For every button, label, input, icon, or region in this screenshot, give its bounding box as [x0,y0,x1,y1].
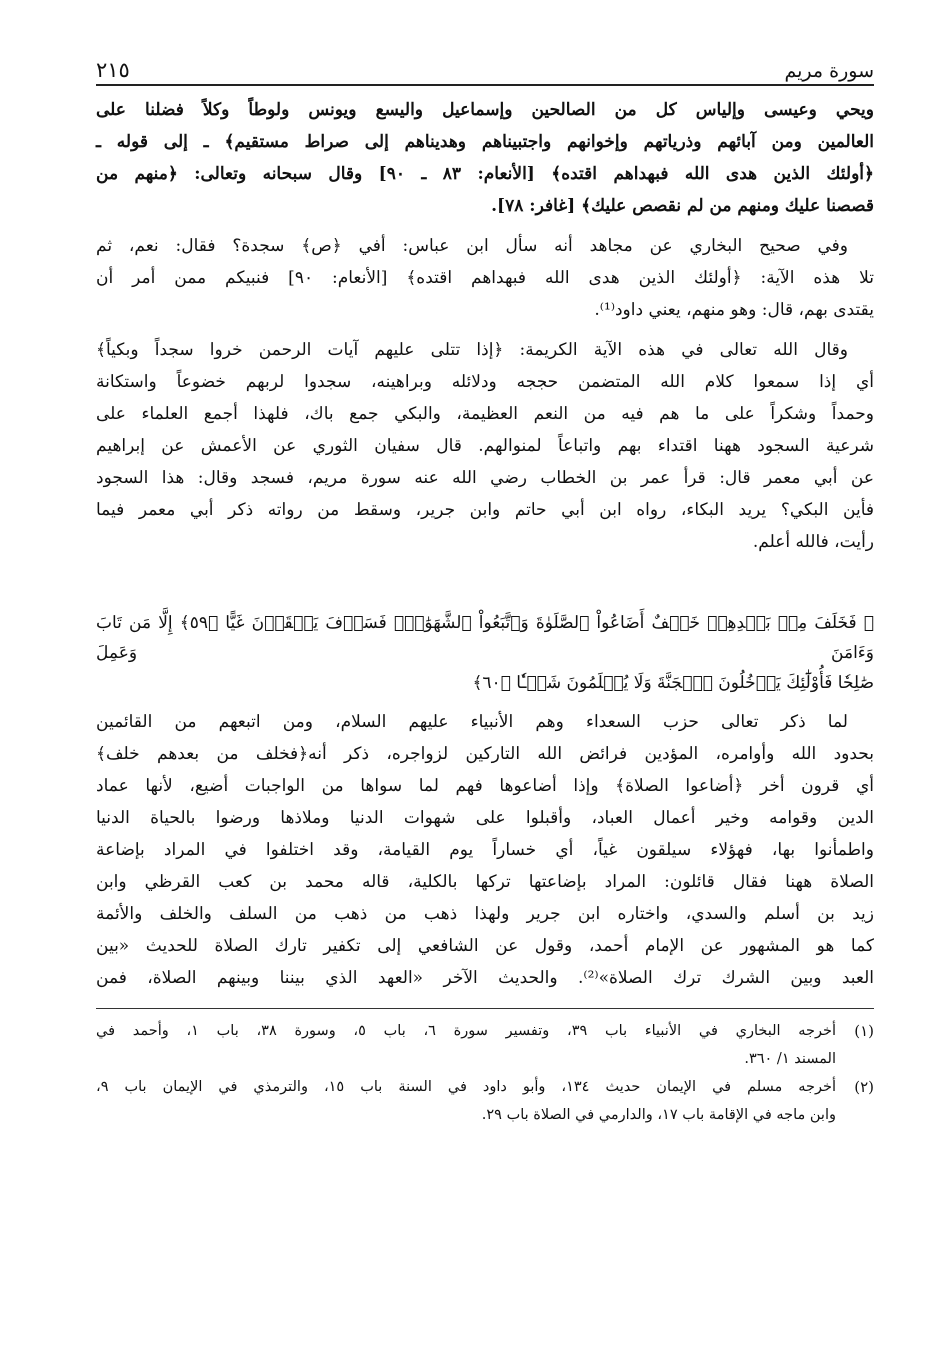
text-line: العالمين ومن آبائهم وذرياتهم وإخوانهم واجتبيناهم وهديناهم إلى صراط مستقيم﴾ ـ إلى قوله ـ [96,132,874,152]
footnote-marker: (١) [854,1022,874,1040]
paragraph-3 [96,334,874,558]
footnote-1 [96,1017,874,1073]
text-line: يقتدى بهم، قال: وهو منهم، يعني داود⁽¹⁾. [594,300,874,320]
book-page [96,0,874,1129]
surah-title: سورة مريم [784,60,874,82]
text-line: بحدود الله وأوامره، المؤدين فرائض الله التاركين لزواجره، ذكر أنه﴿فخلف من بعدهم خلف﴾ [96,744,874,764]
footnote-text: المسند ١/ ٣٦٠. [744,1051,836,1067]
text-line: وفي صحيح البخاري عن مجاهد أنه سأل ابن عباس: أفي ﴿ص﴾ سجدة؟ فقال: نعم، ثم [96,236,848,256]
footnote-text: أخرجه مسلم في الإيمان حديث ١٣٤، وأبو داود في السنة باب ١٥، والترمذي في الإيمان باب ٩، [96,1079,836,1095]
text-line: فأين البكي؟ يريد البكاء، رواه ابن أبي حاتم وابن جرير، وسقط من رواته ذكر أبي معمر فيما [96,500,874,520]
text-line: الدين وقوامه وخير أعمال العباد، وأقبلوا على شهوات الدنيا وملاذها ورضوا بالحياة الدنيا [96,808,874,828]
text-line: رأيت، فالله أعلم. [752,532,874,552]
text-line: لما ذكر تعالى حزب السعداء وهم الأنبياء عليهم السلام، ومن اتبعهم من القائمين [96,712,848,732]
quran-verses [96,608,874,698]
paragraph-2 [96,230,874,326]
paragraph-1 [96,94,874,222]
text-line: ويحي وعيسى وإلياس كل من الصالحين وإسماعيل واليسع ويونس ولوطاً وكلاً فضلنا على [96,100,874,120]
text-line: واطمأنوا بها، فهؤلاء سيلقون غياً، أي خساراً يوم القيامة، وقد اختلفوا في المراد بإضاعة [96,840,874,860]
text-line: وقال الله تعالى في هذه الآية الكريمة: ﴿إذا تتلى عليهم آيات الرحمن خروا سجداً وبكياً﴾ [96,340,848,360]
text-line: شرعية السجود ههنا اقتداء بهم واتباعاً لمنوالهم. قال سفيان الثوري عن الأعمش عن إبراهيم [96,436,874,456]
text-line: عن أبي معمر قال: قرأ عمر بن الخطاب رضي الله عنه سورة مريم، فسجد وقال: هذا السجود [96,468,874,488]
text-line: كما هو المشهور عن الإمام أحمد، وقول عن الشافعي إلى تكفير تارك الصلاة للحديث «بين [96,936,874,956]
text-line: ﴿أولئك الذين هدى الله فبهداهم اقتده﴾ [الأنعام: ٨٣ ـ ٩٠] وقال سبحانه وتعالى: ﴿منهم من [96,164,874,184]
quran-verse-line: صَٰلِحٗا فَأُوْلَٰٓئِكَ يَدۡخُلُونَ ٱلۡجَنَّةَ وَلَا يُظۡلَمُونَ شَيۡـٔٗا ﴿٦٠﴾ [472,673,874,693]
text-line: تلا هذه الآية: ﴿أولئك الذين هدى الله فبهداهم اقتده﴾ [الأنعام: ٩٠] فنبيكم ممن أمر أن [96,268,874,288]
text-line: قصصنا عليك ومنهم من لم نقصص عليك﴾ [غافر: ٧٨]. [491,196,874,216]
footnote-text: أخرجه البخاري في الأنبياء باب ٣٩، وتفسير سورة ٦، باب ٥، وسورة ٣٨، باب ١، وأحمد في [96,1023,837,1039]
quran-verse-line: ۞ فَخَلَفَ مِنۢ بَعۡدِهِمۡ خَلۡفٌ أَضَاعُواْ ٱلصَّلَوٰةَ وَٱتَّبَعُواْ ٱلشَّهَوَٰتِۖ فَسَوۡفَ يَلۡقَوۡنَ غَيًّا ﴿٥٩﴾ إِلَّا مَن تَابَ وَءَامَنَ وَعَمِلَ [96,613,874,663]
page-number: ٢١٥ [96,58,130,82]
footnotes [96,1009,874,1129]
footnote-text: وابن ماجه في الإقامة باب ١٧، والدارمي في الصلاة باب ٢٩. [481,1107,836,1123]
running-header [96,54,874,86]
text-line: زيد بن أسلم والسدي، واختاره ابن جرير ولهذا ذهب من ذهب من السلف والخلف والأئمة [96,904,874,924]
text-line: العبد وبين الشرك ترك الصلاة»⁽²⁾. والحديث الآخر «العهد الذي بيننا وبينهم الصلاة، فمن [96,968,874,988]
paragraph-4 [96,706,874,994]
footnote-2 [96,1073,874,1129]
footnote-marker: (٢) [854,1078,874,1096]
text-line: أي إذا سمعوا كلام الله المتضمن حججه ودلائله وبراهينه، سجدوا لربهم خضوعاً واستكانة [96,372,874,392]
text-line: أي قرون أخر ﴿أضاعوا الصلاة﴾ وإذا أضاعوها فهم لما سواها من الواجبات أضيع، لأنها عماد [96,776,874,796]
text-line: وحمداً وشكراً على ما هم فيه من النعم العظيمة، والبكي جمع باك، فلهذا أجمع العلماء على [96,404,874,424]
text-line: الصلاة ههنا فقال قائلون: المراد بإضاعتها تركها بالكلية، قاله محمد بن كعب القرظي وابن [96,872,874,892]
